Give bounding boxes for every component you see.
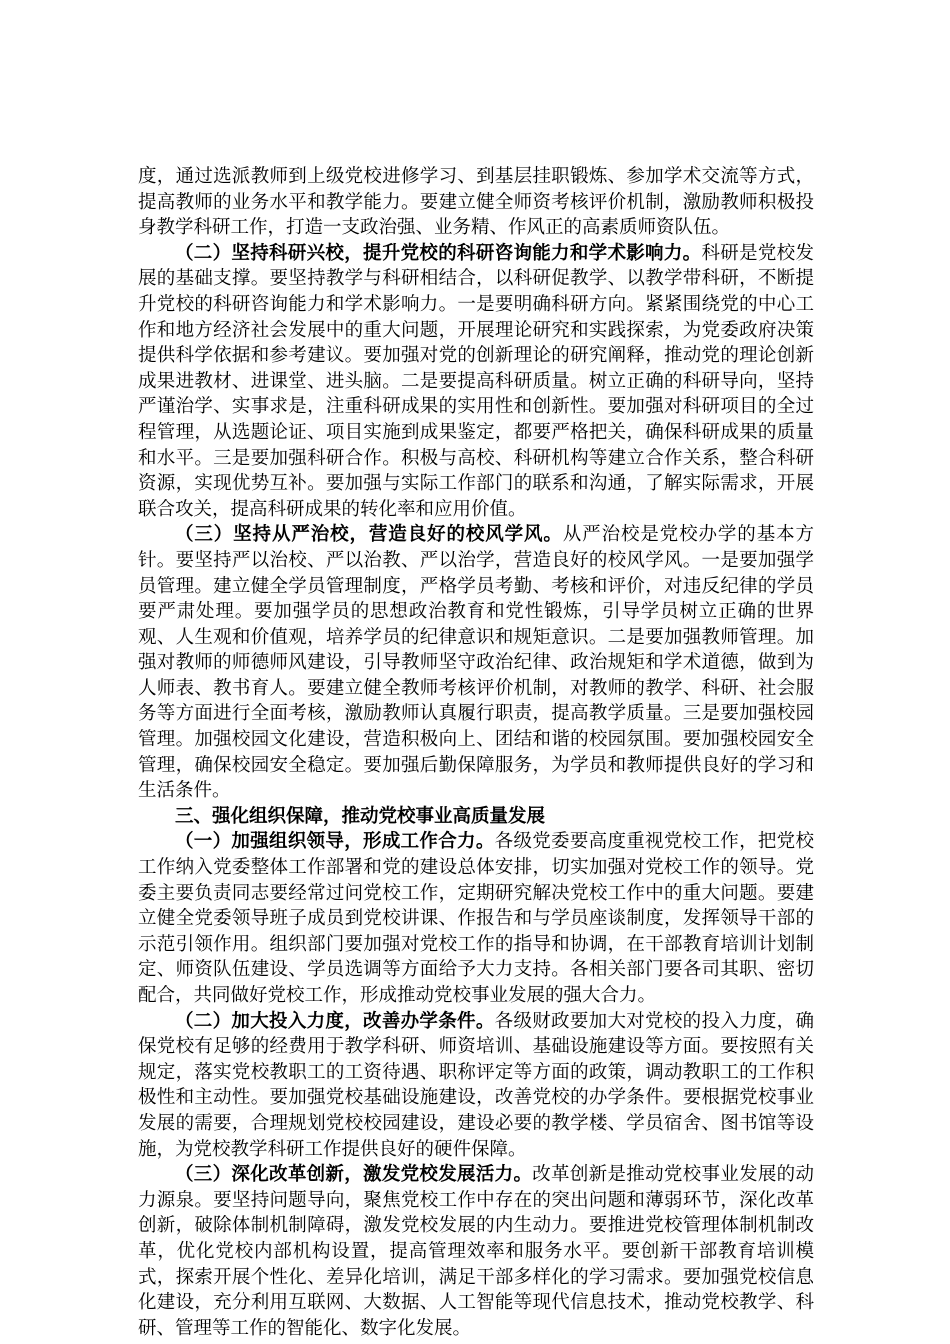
paragraph-lead: （二）坚持科研兴校，提升党校的科研咨询能力和学术影响力。: [175, 242, 702, 264]
paragraph-text: 改革创新是推动党校事业发展的动力源泉。要坚持问题导向，聚焦党校工作中存在的突出问题和薄弱环节，深化改革创新，破除体制机制障碍，激发党校发展的内生动力。要推进党校管理体制机制改革，优化党校内部机构设置，提高管理效率和服务水平。要创新干部教育培训模式，探索开展个性化、差异化培训，满足干部多样化的学习需求。要加强党校信息化建设，充分利用互联网、大数据、人工智能等现代信息技术，推动党校教学、科研、管理等工作的智能化、数字化发展。: [138, 1164, 814, 1339]
paragraph-text: 科研是党校发展的基础支撑。要坚持教学与科研相结合，以科研促教学、以教学带科研，不断提升党校的科研咨询能力和学术影响力。一是要明确科研方向。紧紧围绕党的中心工作和地方经济社会发展中的重大问题，开展理论研究和实践探索，为党委政府决策提供科学依据和参考建议。要加强对党的创新理论的研究阐释，推动党的理论创新成果进教材、进课堂、进头脑。二是要提高科研质量。树立正确的科研导向，坚持严谨治学、实事求是，注重科研成果的实用性和创新性。要加强对科研项目的全过程管理，从选题论证、项目实施到成果鉴定，都要严格把关，确保科研成果的质量和水平。三是要加强科研合作。积极与高校、科研机构等建立合作关系，整合科研资源，实现优势互补。要加强与实际工作部门的联系和沟通，了解实际需求，开展联合攻关，提高科研成果的转化率和应用价值。: [138, 242, 814, 520]
paragraph-research: [138, 241, 814, 523]
paragraph-strict-governance: [138, 522, 814, 804]
paragraph-reform: [138, 1162, 814, 1341]
paragraph-text: 从严治校是党校办学的基本方针。要坚持严以治校、严以治教、严以治学，营造良好的校风学风。一是要加强学员管理。建立健全学员管理制度，严格学员考勤、考核和评价，对违反纪律的学员要严肃处理。要加强学员的思想政治教育和党性锻炼，引导学员树立正确的世界观、人生观和价值观，培养学员的纪律意识和规矩意识。二是要加强教师管理。加强对教师的师德师风建设，引导教师坚守政治纪律、政治规矩和学术道德，做到为人师表、教书育人。要建立健全教师考核评价机制，对教师的教学、科研、社会服务等方面进行全面考核，激励教师认真履行职责，提高教学质量。三是要加强校园管理。加强校园文化建设，营造积极向上、团结和谐的校园氛围。要加强校园安全管理，确保校园安全稳定。要加强后勤保障服务，为学员和教师提供良好的学习和生活条件。: [138, 524, 814, 802]
paragraph-lead: （三）深化改革创新，激发党校发展活力。: [175, 1164, 533, 1186]
document-page: [138, 164, 814, 1341]
paragraph-text: 各级党委要高度重视党校工作，把党校工作纳入党委整体工作部署和党的建设总体安排，切实加强对党校工作的领导。党委主要负责同志要经常过问党校工作，定期研究解决党校工作中的重大问题。要建立健全党委领导班子成员到党校讲课、作报告和与学员座谈制度，发挥领导干部的示范引领作用。组织部门要加强对党校工作的指导和协调，在干部教育培训计划制定、师资队伍建设、学员选调等方面给予大力支持。各相关部门要各司其职、密切配合，共同做好党校工作，形成推动党校事业发展的强大合力。: [138, 831, 814, 1006]
paragraph-lead: （一）加强组织领导，形成工作合力。: [175, 831, 495, 853]
paragraph-text: 度，通过选派教师到上级党校进修学习、到基层挂职锻炼、参加学术交流等方式，提高教师的业务水平和教学能力。要建立健全师资考核评价机制，激励教师积极投身教学科研工作，打造一支政治强、业务精、作风正的高素质师资队伍。: [138, 166, 814, 239]
paragraph-lead: （三）坚持从严治校，营造良好的校风学风。: [175, 524, 563, 546]
paragraph-continuation: [138, 164, 814, 241]
paragraph-text: 各级财政要加大对党校的投入力度，确保党校有足够的经费用于教学科研、师资培训、基础设施建设等方面。要按照有关规定，落实党校教职工的工资待遇、职称评定等方面的政策，调动教职工的工作积极性和主动性。要加强党校基础设施建设，改善党校的办学条件。要根据党校事业发展的需要，合理规划党校校园建设，建设必要的教学楼、学员宿舍、图书馆等设施，为党校教学科研工作提供良好的硬件保障。: [138, 1010, 814, 1160]
section-heading: 三、强化组织保障，推动党校事业高质量发展: [175, 805, 546, 827]
paragraph-investment: [138, 1009, 814, 1163]
paragraph-leadership: [138, 829, 814, 1008]
paragraph-lead: （二）加大投入力度，改善办学条件。: [175, 1010, 495, 1032]
